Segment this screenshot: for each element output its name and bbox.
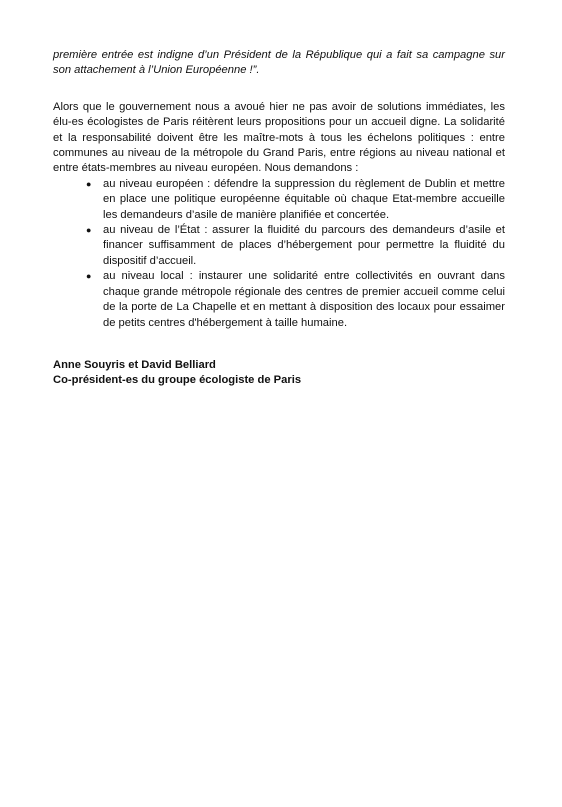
bullet-icon: ● <box>86 178 92 189</box>
list-item-text: au niveau de l’État : assurer la fluidité du parcours des demandeurs d’asile et financer suffisamment de places d’hébergement pour permettre la fluidité du dispositif d’accueil. <box>103 224 505 267</box>
signatory-names: Anne Souyris et David Belliard <box>53 358 216 371</box>
signature-block <box>53 358 505 389</box>
list-item-local-level <box>53 269 505 331</box>
bullet-icon: ● <box>86 225 92 236</box>
signatory-role: Co-président-es du groupe écologiste de Paris <box>53 374 302 387</box>
bullet-icon: ● <box>86 271 92 282</box>
intro-paragraph: Alors que le gouvernement nous a avoué hier ne pas avoir de solutions immédiates, les élu-es écologistes de Paris réitèrent leurs propositions pour un accueil digne. La solidarité et la responsabilité doivent être les maître-mots à tous les échelons politiques : entre communes au niveau de la métropole du Grand Paris, entre régions au niveau national et entre états-membres au niveau européen. Nous demandons : <box>53 100 505 175</box>
document-page <box>53 48 505 389</box>
demands-list <box>53 177 505 331</box>
list-item-text: au niveau européen : défendre la suppression du règlement de Dublin et mettre en place une politique européenne équitable où chaque Etat-membre accueille les demandeurs d’asile de manière planifiée et concertée. <box>103 177 505 221</box>
list-item-european-level <box>53 177 505 223</box>
quote-ending: première entrée est indigne d’un Président de la République qui a fait sa campagne sur son attachement à l’Union Européenne !”. <box>53 49 505 77</box>
list-item-state-level <box>53 223 505 269</box>
list-item-text: au niveau local : instaurer une solidarité entre collectivités en ouvrant dans chaque grande métropole régionale des centres de premier accueil comme celui de la porte de La Chapelle et en mettant à disposition des locaux pour essaimer de petits centres d'hébergement à taille humaine. <box>103 270 505 329</box>
